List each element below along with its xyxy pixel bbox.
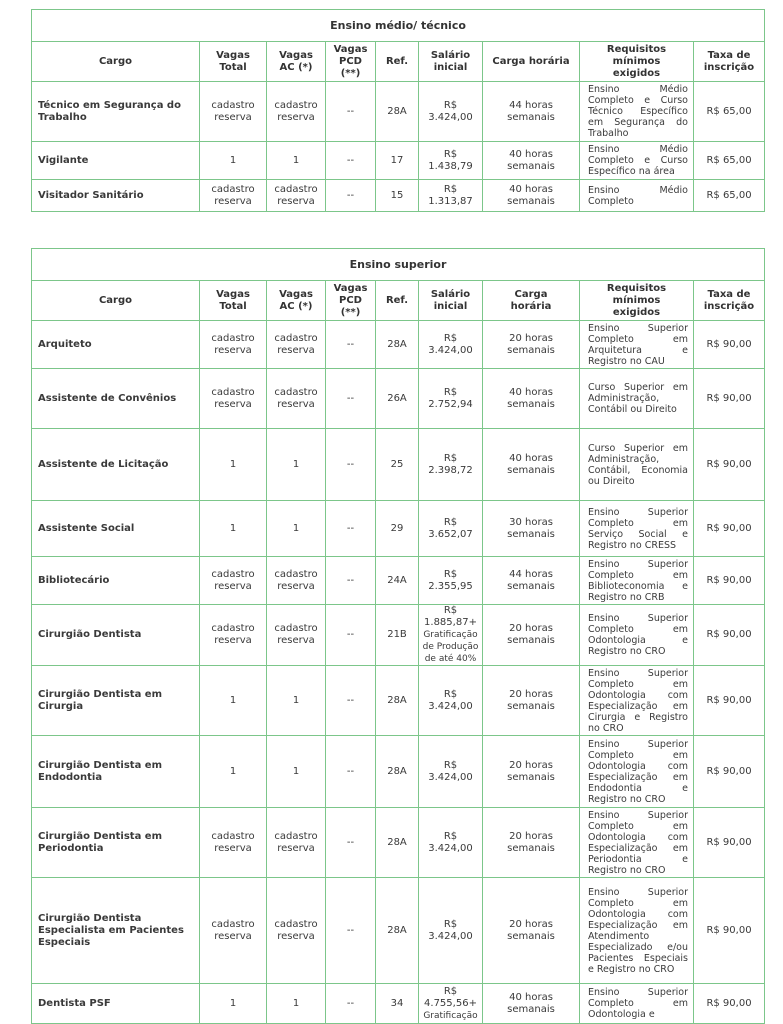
col-vagas-ac: Vagas AC (*) <box>267 281 326 321</box>
col-salario: Salário inicial <box>419 281 483 321</box>
ref-cell: 28A <box>376 321 419 369</box>
ref-cell: 26A <box>376 369 419 429</box>
vagas-total-cell: cadastro reserva <box>200 808 267 878</box>
taxa-cell: R$ 90,00 <box>694 984 765 1024</box>
taxa-cell: R$ 90,00 <box>694 878 765 984</box>
requisitos-cell: Curso Superior em Administração, Contábil ou Direito <box>580 369 694 429</box>
col-taxa: Taxa de inscrição <box>694 42 765 82</box>
ref-cell: 28A <box>376 82 419 142</box>
table-row <box>32 501 765 557</box>
vagas-ac-cell: cadastro reserva <box>267 369 326 429</box>
vagas-ac-cell: 1 <box>267 736 326 808</box>
cargo-cell: Dentista PSF <box>32 984 200 1024</box>
salario-cell: R$ 3.424,00 <box>419 321 483 369</box>
ref-cell: 24A <box>376 557 419 605</box>
vagas-ac-cell: cadastro reserva <box>267 605 326 666</box>
vagas-pcd-cell: -- <box>326 321 376 369</box>
ref-cell: 21B <box>376 605 419 666</box>
table-row <box>32 321 765 369</box>
requisitos-cell: Ensino Superior Completo em Biblioteconomia e Registro no CRB <box>580 557 694 605</box>
carga-cell: 40 horas semanais <box>483 142 580 180</box>
carga-cell: 20 horas semanais <box>483 878 580 984</box>
cargo-cell: Técnico em Segurança do Trabalho <box>32 82 200 142</box>
section-title: Ensino médio/ técnico <box>32 10 765 42</box>
salario-cell: R$ 1.885,87+ Gratificação de Produção de até 40% <box>419 605 483 666</box>
ref-cell: 34 <box>376 984 419 1024</box>
ref-cell: 25 <box>376 429 419 501</box>
requisitos-cell: Ensino Médio Completo e Curso Técnico Específico em Segurança do Trabalho <box>580 82 694 142</box>
ref-cell: 29 <box>376 501 419 557</box>
salario-cell: R$ 2.355,95 <box>419 557 483 605</box>
requisitos-cell: Ensino Superior Completo em Odontologia e Registro no CRO <box>580 605 694 666</box>
table-row <box>32 429 765 501</box>
ref-cell: 28A <box>376 736 419 808</box>
vagas-ac-cell: cadastro reserva <box>267 557 326 605</box>
vagas-pcd-cell: -- <box>326 429 376 501</box>
vagas-ac-cell: 1 <box>267 142 326 180</box>
col-ref: Ref. <box>376 281 419 321</box>
ensino-superior-table <box>31 248 765 1024</box>
col-vagas-total: Vagas Total <box>200 281 267 321</box>
col-vagas-total: Vagas Total <box>200 42 267 82</box>
vagas-total-cell: cadastro reserva <box>200 369 267 429</box>
requisitos-cell: Ensino Médio Completo e Curso Específico na área <box>580 142 694 180</box>
salario-cell: R$ 3.424,00 <box>419 736 483 808</box>
requisitos-cell: Ensino Superior Completo em Odontologia com Especialização em Periodontia e Registro no CRO <box>580 808 694 878</box>
vagas-pcd-cell: -- <box>326 142 376 180</box>
table-row <box>32 557 765 605</box>
carga-cell: 40 horas semanais <box>483 984 580 1024</box>
taxa-cell: R$ 90,00 <box>694 369 765 429</box>
col-carga: Carga horária <box>483 42 580 82</box>
carga-cell: 44 horas semanais <box>483 557 580 605</box>
salario-cell: R$ 3.424,00 <box>419 808 483 878</box>
col-vagas-pcd: Vagas PCD (**) <box>326 42 376 82</box>
carga-cell: 40 horas semanais <box>483 429 580 501</box>
table-row <box>32 878 765 984</box>
salario-cell: R$ 3.652,07 <box>419 501 483 557</box>
ensino-medio-table <box>31 9 765 212</box>
col-cargo: Cargo <box>32 281 200 321</box>
vagas-total-cell: 1 <box>200 142 267 180</box>
vagas-total-cell: 1 <box>200 501 267 557</box>
vagas-ac-cell: 1 <box>267 501 326 557</box>
vagas-pcd-cell: -- <box>326 180 376 212</box>
vagas-total-cell: cadastro reserva <box>200 180 267 212</box>
vagas-pcd-cell: -- <box>326 501 376 557</box>
requisitos-cell: Ensino Superior Completo em Odontologia e <box>580 984 694 1024</box>
taxa-cell: R$ 90,00 <box>694 429 765 501</box>
requisitos-cell: Ensino Médio Completo <box>580 180 694 212</box>
col-carga: Carga horária <box>483 281 580 321</box>
table-row <box>32 984 765 1024</box>
requisitos-cell: Ensino Superior Completo em Arquitetura e Registro no CAU <box>580 321 694 369</box>
vagas-ac-cell: cadastro reserva <box>267 878 326 984</box>
salario-cell: R$ 2.398,72 <box>419 429 483 501</box>
header-row <box>32 42 765 82</box>
cargo-cell: Vigilante <box>32 142 200 180</box>
header-row <box>32 281 765 321</box>
col-taxa: Taxa de inscrição <box>694 281 765 321</box>
col-cargo: Cargo <box>32 42 200 82</box>
col-vagas-pcd: Vagas PCD (**) <box>326 281 376 321</box>
vagas-total-cell: cadastro reserva <box>200 82 267 142</box>
vagas-ac-cell: 1 <box>267 429 326 501</box>
vagas-ac-cell: cadastro reserva <box>267 180 326 212</box>
cargo-cell: Cirurgião Dentista Especialista em Pacientes Especiais <box>32 878 200 984</box>
vagas-total-cell: cadastro reserva <box>200 878 267 984</box>
taxa-cell: R$ 90,00 <box>694 666 765 736</box>
salario-cell: R$ 3.424,00 <box>419 82 483 142</box>
carga-cell: 40 horas semanais <box>483 180 580 212</box>
taxa-cell: R$ 90,00 <box>694 557 765 605</box>
vagas-ac-cell: 1 <box>267 666 326 736</box>
salario-cell: R$ 1.438,79 <box>419 142 483 180</box>
carga-cell: 20 horas semanais <box>483 808 580 878</box>
requisitos-cell: Curso Superior em Administração, Contábil, Economia ou Direito <box>580 429 694 501</box>
col-requisitos: Requisitos mínimos exigidos <box>580 42 694 82</box>
requisitos-cell: Ensino Superior Completo em Odontologia com Especialização em Cirurgia e Registro no CRO <box>580 666 694 736</box>
carga-cell: 44 horas semanais <box>483 82 580 142</box>
salario-cell: R$ 1.313,87 <box>419 180 483 212</box>
taxa-cell: R$ 90,00 <box>694 605 765 666</box>
carga-cell: 20 horas semanais <box>483 321 580 369</box>
vagas-total-cell: 1 <box>200 429 267 501</box>
vagas-pcd-cell: -- <box>326 666 376 736</box>
table-row <box>32 808 765 878</box>
table-row <box>32 666 765 736</box>
ref-cell: 28A <box>376 666 419 736</box>
salario-cell: R$ 3.424,00 <box>419 666 483 736</box>
vagas-pcd-cell: -- <box>326 736 376 808</box>
taxa-cell: R$ 90,00 <box>694 501 765 557</box>
salario-cell: R$ 3.424,00 <box>419 878 483 984</box>
salario-cell: R$ 4.755,56+ Gratificação <box>419 984 483 1024</box>
table-row <box>32 369 765 429</box>
carga-cell: 30 horas semanais <box>483 501 580 557</box>
cargo-cell: Cirurgião Dentista em Cirurgia <box>32 666 200 736</box>
cargo-cell: Visitador Sanitário <box>32 180 200 212</box>
table-row <box>32 736 765 808</box>
table-row <box>32 142 765 180</box>
requisitos-cell: Ensino Superior Completo em Odontologia com Especialização em Endodontia e Registro no CRO <box>580 736 694 808</box>
vagas-pcd-cell: -- <box>326 878 376 984</box>
salario-extra: Gratificação de Produção de até 40% <box>422 630 479 664</box>
vagas-pcd-cell: -- <box>326 605 376 666</box>
vagas-ac-cell: cadastro reserva <box>267 321 326 369</box>
vagas-ac-cell: cadastro reserva <box>267 82 326 142</box>
vagas-total-cell: cadastro reserva <box>200 605 267 666</box>
ref-cell: 28A <box>376 878 419 984</box>
cargo-cell: Assistente de Licitação <box>32 429 200 501</box>
cargo-cell: Cirurgião Dentista em Endodontia <box>32 736 200 808</box>
col-ref: Ref. <box>376 42 419 82</box>
vagas-total-cell: cadastro reserva <box>200 557 267 605</box>
carga-cell: 20 horas semanais <box>483 666 580 736</box>
section-title: Ensino superior <box>32 249 765 281</box>
salario-extra: Gratificação <box>423 1010 478 1021</box>
salario-cell: R$ 2.752,94 <box>419 369 483 429</box>
vagas-pcd-cell: -- <box>326 808 376 878</box>
col-requisitos: Requisitos mínimos exigidos <box>580 281 694 321</box>
table-row <box>32 605 765 666</box>
carga-cell: 20 horas semanais <box>483 605 580 666</box>
taxa-cell: R$ 65,00 <box>694 180 765 212</box>
table-row <box>32 82 765 142</box>
carga-cell: 20 horas semanais <box>483 736 580 808</box>
vagas-total-cell: 1 <box>200 984 267 1024</box>
cargo-cell: Assistente de Convênios <box>32 369 200 429</box>
ref-cell: 28A <box>376 808 419 878</box>
cargo-cell: Bibliotecário <box>32 557 200 605</box>
vagas-pcd-cell: -- <box>326 369 376 429</box>
vagas-ac-cell: cadastro reserva <box>267 808 326 878</box>
table-row <box>32 180 765 212</box>
requisitos-cell: Ensino Superior Completo em Odontologia com Especialização em Atendimento Especializado e/ou Pacientes Especiais e Registro no CRO <box>580 878 694 984</box>
vagas-total-cell: 1 <box>200 736 267 808</box>
taxa-cell: R$ 90,00 <box>694 736 765 808</box>
carga-cell: 40 horas semanais <box>483 369 580 429</box>
vagas-total-cell: cadastro reserva <box>200 321 267 369</box>
taxa-cell: R$ 65,00 <box>694 142 765 180</box>
vagas-pcd-cell: -- <box>326 82 376 142</box>
taxa-cell: R$ 65,00 <box>694 82 765 142</box>
vagas-ac-cell: 1 <box>267 984 326 1024</box>
taxa-cell: R$ 90,00 <box>694 321 765 369</box>
requisitos-cell: Ensino Superior Completo em Serviço Social e Registro no CRESS <box>580 501 694 557</box>
col-salario: Salário inicial <box>419 42 483 82</box>
cargo-cell: Cirurgião Dentista <box>32 605 200 666</box>
vagas-pcd-cell: -- <box>326 557 376 605</box>
cargo-cell: Assistente Social <box>32 501 200 557</box>
cargo-cell: Arquiteto <box>32 321 200 369</box>
taxa-cell: R$ 90,00 <box>694 808 765 878</box>
ref-cell: 17 <box>376 142 419 180</box>
cargo-cell: Cirurgião Dentista em Periodontia <box>32 808 200 878</box>
ref-cell: 15 <box>376 180 419 212</box>
vagas-pcd-cell: -- <box>326 984 376 1024</box>
col-vagas-ac: Vagas AC (*) <box>267 42 326 82</box>
vagas-total-cell: 1 <box>200 666 267 736</box>
